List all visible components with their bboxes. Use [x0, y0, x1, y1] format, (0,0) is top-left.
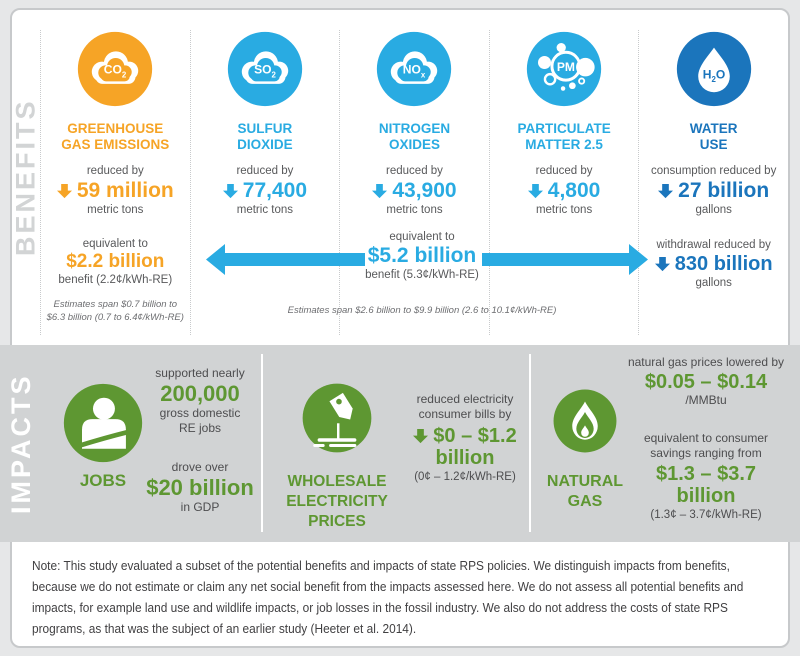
down-arrow-icon [223, 184, 238, 199]
reduced-by-label: reduced by [535, 165, 593, 177]
note-section [12, 542, 788, 640]
pm-bubbles-icon [525, 30, 603, 108]
combined-equivalent-amount: $5.2 billion [367, 244, 477, 267]
reduction-amount: 59 million [41, 179, 190, 203]
unit-label: metric tons [535, 204, 593, 216]
reduction-amount: 77,400 [191, 179, 340, 203]
benefit-column-pm [489, 30, 639, 335]
down-arrow-icon [528, 184, 543, 199]
bill-reduction-amount: $0 – $1.2 [400, 425, 530, 447]
gdp-amount: $20 billion [146, 475, 254, 500]
down-arrow-icon [413, 429, 428, 444]
column-title: GREENHOUSE GAS EMISSIONS [61, 121, 170, 152]
benefits-section-label: BENEFITS [10, 98, 41, 257]
down-arrow-icon [658, 184, 673, 199]
svg-text:CO2: $CO_2$ [104, 62, 127, 80]
divider [261, 354, 263, 532]
co2-cloud-icon [76, 30, 154, 108]
natural-gas-label: NATURAL GAS [546, 473, 624, 510]
withdrawal-amount: 830 billion [639, 253, 788, 276]
reduced-by-label: reduced by [236, 165, 294, 177]
jobs-stats: supported nearly 200,000 gross domestic RE jobs drove over $20 billion in GDP [144, 366, 256, 515]
withdrawal-label: withdrawal reduced by [656, 239, 771, 251]
impacts-section [0, 345, 800, 542]
benefit-column-nox [339, 30, 489, 335]
column-title: NITROGEN OXIDES [378, 121, 451, 152]
wholesale-electricity-label: WHOLESALE ELECTRICITY PRICES [286, 473, 388, 530]
ghg-equivalent-amount: $2.2 billion [66, 251, 165, 272]
down-arrow-icon [372, 184, 387, 199]
gas-price-reduction: $0.05 – $0.14 [644, 371, 768, 393]
consumption-amount: 27 billion [639, 179, 788, 203]
column-title: PARTICULATE MATTER 2.5 [517, 121, 611, 152]
jobs-count: 200,000 [160, 381, 240, 406]
benefit-column-water [638, 30, 788, 335]
svg-text:SO2: $SO_2$ [253, 62, 276, 80]
svg-text:PM: PM [556, 59, 575, 74]
price-tag-ripples-icon [300, 381, 374, 455]
natural-gas-stats: natural gas prices lowered by $0.05 – $0.14 /MMBtu equivalent to consumer savings ranging from $1.3 – $3.7 billion (1.3¢ – 3.7¢/kWh-RE) [618, 355, 794, 521]
unit-label: metric tons [236, 204, 294, 216]
reduced-by-label: reduced by [86, 165, 144, 177]
ghg-estimate-note: Estimates span $0.7 billion to $6.3 billion (0.7 to 6.4¢/kWh-RE) [46, 299, 184, 323]
note-text: Note: This study evaluated a subset of the potential benefits and impacts of state RPS policies. We distinguish impacts from benefits, because we do not estimate or claim any net social benefit from the impacts assessed here. We do not assess all potential benefits and impacts, for example land use and wildlife impacts, or job losses in the fossil industry. We also do not address the costs of state RPS programs, as that was the subject of an earlier study (Heeter et al. 2014). [32, 559, 744, 636]
impacts-section-label: IMPACTS [6, 373, 36, 514]
wholesale-stats: reduced electricity consumer bills by $0 – $1.2 billion (0¢ – 1.2¢/kWh-RE) [400, 392, 530, 483]
water-drop-icon [675, 30, 753, 108]
reduction-amount: 43,900 [340, 179, 489, 203]
unit-label: metric tons [87, 204, 144, 216]
consumption-label: consumption reduced by [651, 165, 777, 177]
reduction-amount: 4,800 [490, 179, 639, 203]
infographic-card [10, 8, 790, 648]
column-title: WATER USE [689, 121, 738, 152]
nox-cloud-icon [375, 30, 453, 108]
consumer-savings-amount: $1.3 – $3.7 [655, 463, 757, 485]
benefit-column-so2 [190, 30, 340, 335]
reduced-by-label: reduced by [386, 165, 443, 177]
svg-text:H2O: $H_2O$ [702, 67, 725, 84]
ghg-equivalent-block: equivalent to $2.2 billion benefit (2.2¢/kWh-RE) Estimates span $0.7 billion to $6.3 billion (0.7 to 6.4¢/kWh-RE) [41, 238, 190, 324]
gas-flame-icon [551, 387, 619, 455]
unit-label: gallons [695, 277, 732, 289]
benefits-section [12, 10, 788, 345]
jobs-person-icon [61, 381, 145, 465]
svg-text:NOx: $NO_x$ [403, 62, 426, 80]
combined-estimate-note: Estimates span $2.6 billion to $9.9 billion (2.6 to 10.1¢/kWh-RE) [287, 305, 557, 316]
benefit-column-ghg [40, 30, 190, 335]
combined-equivalent-block: equivalent to $5.2 billion benefit (5.3¢/kWh-RE) [342, 231, 502, 281]
divider [529, 354, 531, 532]
unit-label: metric tons [386, 204, 443, 216]
column-title: SULFUR DIOXIDE [237, 121, 293, 152]
unit-label: gallons [695, 204, 732, 216]
jobs-label: JOBS [79, 471, 127, 490]
down-arrow-icon [57, 184, 72, 199]
so2-cloud-icon [226, 30, 304, 108]
